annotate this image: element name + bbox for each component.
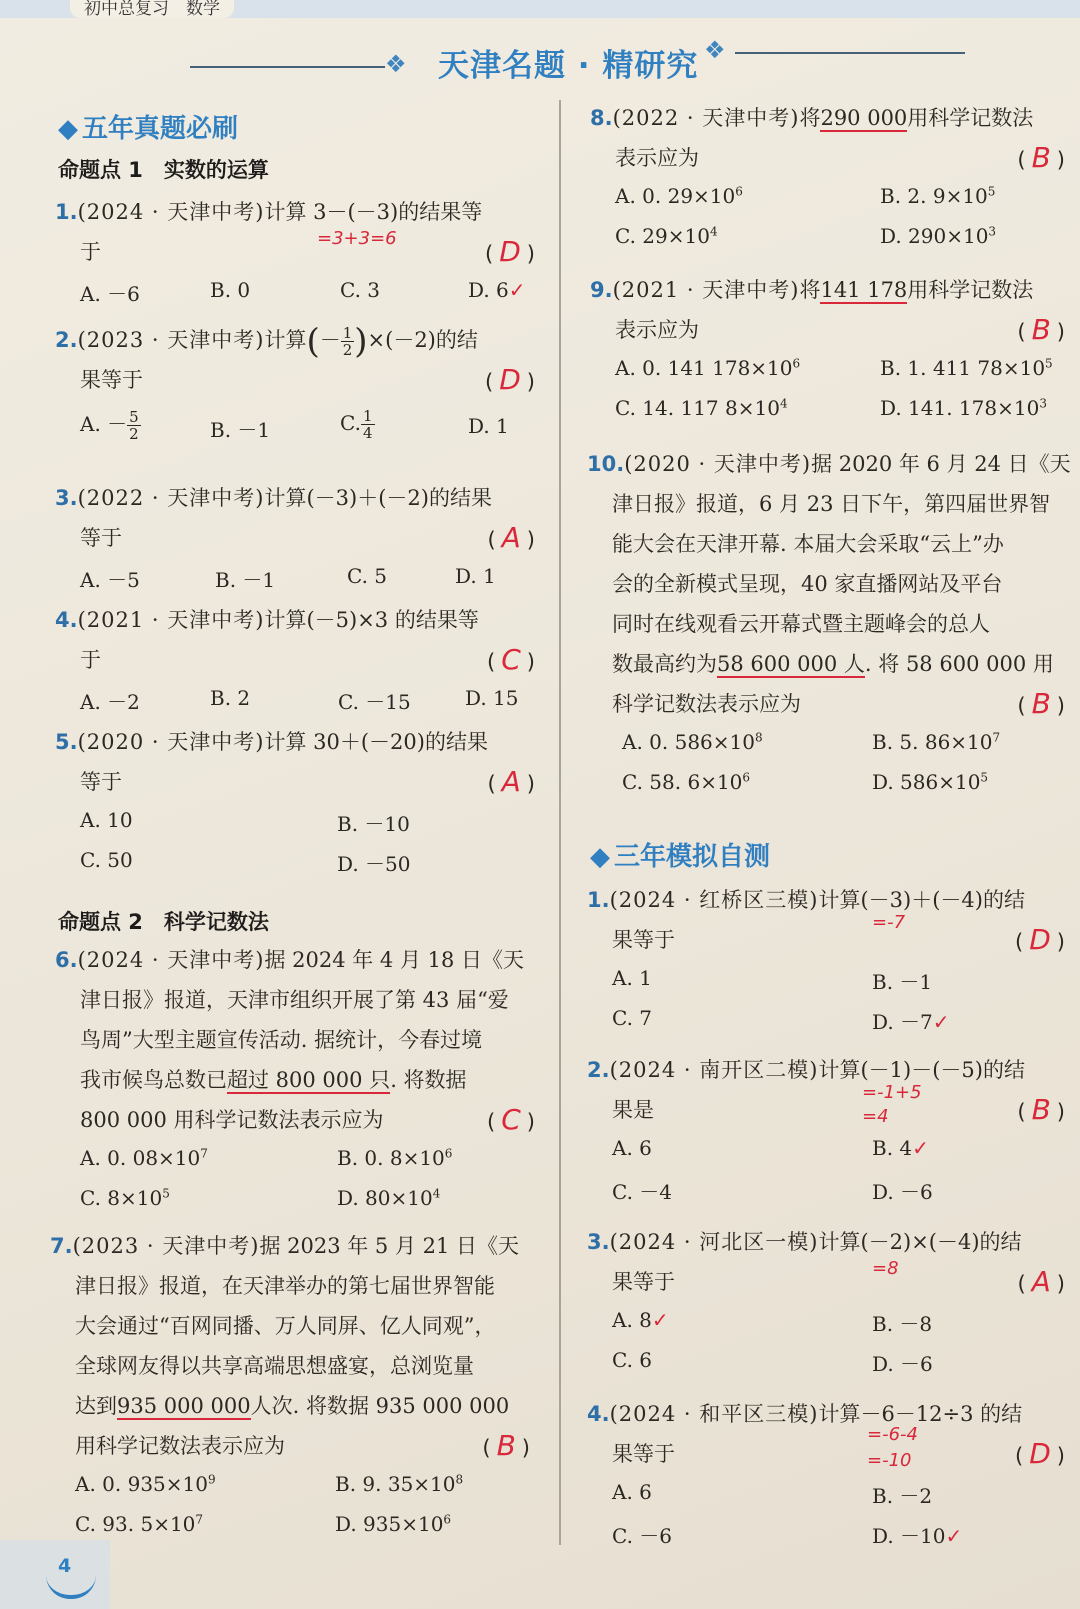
topic-heading-1: 命题点 1 实数的运算	[58, 158, 269, 182]
question-10: 10.(2020 · 天津中考)据 2020 年 6 月 24 日《天 津日报》报道，6 月 23 日下午，第四届世界智 能大会在天津开幕. 本届大会采取“云上”办 会的全新模式呈现，40 家直播网站及平台 同时在线观看云开幕式暨主题峰会的总人 数最高约为58 600 000 人. 将 58 600 000 用 科学记数法表示应为 ( B ) A. 0. $586\times 10^8$ B. 5. $86\times 10^7$ C. 58. $6\times 10^6$ D. $586\times 10^5$	[587, 452, 1071, 794]
mock-question-2: 2.(2024 · 南开区二模)计算(－1)－(－5)的结 果是 ( B ) =-1+5 =4 A. 6 B. 4✓ C. －4 D. －6	[587, 1058, 1065, 1204]
question-6: 6.(2024 · 天津中考)据 2024 年 4 月 18 日《天 津日报》报道，天津市组织开展了第 43 届“爱 鸟周”大型主题宣传活动. 据统计，今春过境 我市候鸟总数已超过 800 000 只. 将数据 800 000 用科学记数法表示应为 ( C ) A. 0. $08\times 10^7$ B. 0. $8\times 10^6$ C. $8\times 10^5$ D. $80\times 10^4$	[55, 948, 535, 1210]
options: A. －6 B. 0 C. 3 D. 6✓	[80, 278, 526, 306]
handwritten-work: =-10	[867, 1450, 912, 1471]
diamond-icon: ◆	[590, 842, 610, 872]
handwritten-work: =-1+5	[862, 1082, 922, 1103]
handwritten-work: =8	[872, 1258, 899, 1279]
question-4: 4.(2021 · 天津中考)计算(－5)×3 的结果等 于 ( C ) A. －2 B. 2 C. －15 D. 15	[55, 608, 535, 714]
page-number: 4	[58, 1555, 72, 1577]
section-heading-three-year: ◆ 三年模拟自测	[590, 842, 771, 872]
question-8: 8.(2022 · 天津中考)将290 000用科学记数法 表示应为 ( B ) A. 0. $29\times 10^6$ B. 2. $9\times 10^5$ C. $29\times 10^4$ D. $290\times 10^3$	[590, 106, 1065, 248]
handwritten-work: =-7	[872, 912, 906, 933]
section-heading-five-year: ◆ 五年真题必刷	[58, 114, 239, 144]
question-9: 9.(2021 · 天津中考)将141 178用科学记数法 表示应为 ( B ) A. 0. 141 $178\times 10^6$ B. 1. 411 $78\times 10^5$ C. 14. 117 $8\times 10^4$ D. 141. $178\times 10^3$	[590, 278, 1065, 420]
header-rule-left	[190, 66, 385, 68]
topic-heading-2: 命题点 2 科学记数法	[58, 910, 269, 934]
top-bar	[0, 0, 1080, 18]
answer-slot: ( D )	[485, 235, 535, 268]
handwritten-work: =4	[862, 1106, 889, 1127]
handwritten-work: =3+3=6	[317, 228, 397, 249]
question-3: 3.(2022 · 天津中考)计算(－3)＋(－2)的结果 等于 ( A ) A. －5 B. －1 C. 5 D. 1	[55, 486, 535, 592]
question-7: 7.(2023 · 天津中考)据 2023 年 5 月 21 日《天 津日报》报道，在天津举办的第七届世界智能 大会通过“百网同播、万人同屏、亿人同观”， 全球网友得以共享高端思想盛宴，总浏览量 达到935 000 000人次. 将数据 935 000 000 用科学记数法表示应为 ( B ) A. 0. $935\times 10^9$ B. 9. $35\times 10^8$ C. 93. $5\times 10^7$ D. $935\times 10^6$	[50, 1234, 530, 1536]
question-2: 2.(2023 · 天津中考)计算(－ $\frac{1}{2}$ )×(－2)的结 果等于 ( D ) A. － $\frac{5}{2}$ B. －1 C. $\frac{1}{4}$ D. 1	[55, 321, 535, 443]
column-divider	[559, 100, 561, 1545]
handwritten-work: =-6-4	[867, 1424, 918, 1445]
ornament-right-icon: ❖	[704, 36, 726, 64]
header-rule-right	[735, 52, 965, 54]
page-title: 天津名题 · 精研究	[438, 48, 699, 84]
question-5: 5.(2020 · 天津中考)计算 30＋(－20)的结果 等于 ( A ) A. 10 B. －10 C. 50 D. －50	[55, 730, 535, 876]
mock-question-3: 3.(2024 · 河北区一模)计算(－2)×(－4)的结 果等于 ( A ) =8 A. 8✓ B. －8 C. 6 D. －6	[587, 1230, 1065, 1376]
diamond-icon: ◆	[58, 114, 78, 144]
question-1: 1.(2024 · 天津中考)计算 3－(－3)的结果等 于 ( D ) =3+3=6 A. －6 B. 0 C. 3 D. 6✓	[55, 192, 535, 312]
mock-question-4: 4.(2024 · 和平区三模)计算－6－12÷3 的结 果等于 ( D ) =-6-4 =-10 A. 6 B. －2 C. －6 D. －10✓	[587, 1402, 1065, 1548]
mock-question-1: 1.(2024 · 红桥区三模)计算(－3)＋(－4)的结 果等于 ( D ) =-7 A. 1 B. －1 C. 7 D. －7✓	[587, 888, 1065, 1034]
book-series-label: 初中总复习 数学	[70, 0, 234, 18]
ornament-left-icon: ❖	[385, 50, 407, 78]
